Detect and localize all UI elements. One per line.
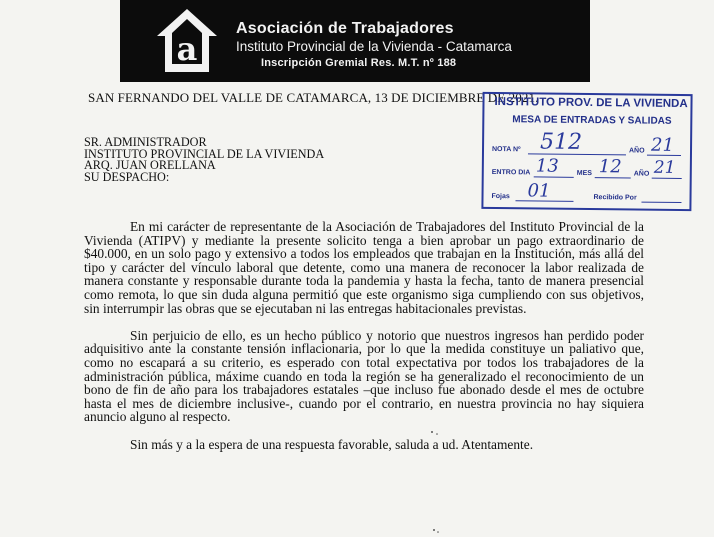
stamp-ano2-label: AÑO [633, 170, 650, 178]
stamp-subtitle: MESA DE ENTRADAS Y SALIDAS [512, 114, 672, 127]
stamp-nota-value: 512 [539, 129, 583, 155]
letter-body [84, 220, 644, 451]
house-logo-icon [154, 6, 220, 76]
letterhead [120, 0, 590, 82]
stamp-recibido-label: Recibido Por [593, 194, 637, 202]
addressee-line: SU DESPACHO: [84, 170, 170, 185]
dateline: SAN FERNANDO DEL VALLE DE CATAMARCA, 13 DE DICIEMBRE DE 2021. [88, 90, 539, 105]
org-subtitle: Instituto Provincial de la Vivienda - Catamarca [236, 39, 512, 54]
org-name: Asociación de Trabajadores [236, 20, 454, 37]
stamp-fojas-value: 01 [527, 180, 551, 202]
registration-text: Inscripción Gremial Res. M.T. nº 188 [261, 57, 457, 69]
paragraph: En mi carácter de representante de la Asociación de Trabajadores del Instituto Provincial de la Vivienda (ATIPV) y mediante la presente solicito tenga a bien aprobar un pago extraordinario de $40.000, en un solo pago y extensivo a todos los empleados que trabajan en la Institución, más allá del tipo y carácter del vínculo laboral que detente, como una manera de reconocer la labor realizada de manera constante y responsable durante toda la pandemia y hasta la fecha, tanto de manera presencial como remota, lo que sin duda alguna permitió que este organismo siga cumpliendo con sus objetivos, sin interrumpir las obras que se ejecutaban ni las entregas habitacionales previstas. [84, 219, 644, 316]
logo-letter: a [176, 30, 198, 68]
addressee-line: INSTITUTO PROVINCIAL DE LA VIVIENDA [84, 146, 325, 161]
stamp-ano-value: 21 [650, 134, 675, 156]
stamp-ano-label: AÑO [628, 147, 645, 155]
stamp-title: INSTITUTO PROV. DE LA VIVIENDA [494, 96, 688, 111]
addressee-line: ARQ. JUAN ORELLANA [84, 158, 216, 173]
paragraph: Sin más y a la espera de una respuesta favorable, saluda a ud. Atentamente. [130, 436, 534, 452]
stamp-mes-label: MES [576, 169, 592, 178]
addressee-block [84, 137, 324, 184]
speck [433, 529, 435, 531]
stamp-fojas-label: Fojas [491, 192, 510, 201]
stamp-nota-label: NOTA Nº [491, 145, 521, 154]
stamp-dia-value: 13 [535, 155, 559, 177]
paragraph: Sin perjuicio de ello, es un hecho público y notorio que nuestros ingresos han perdido poder adquisitivo ante la constante tensión inflacionaria, por lo que la medida constituye un paliativo que, como no escapará a su criterio, es esperado con total expectativa por todos los trabajadores de la administración pública, máxime cuando en toda la región se ha generalizado el reconocimiento de un bono de fin de año para los trabajadores estatales –que incluso fue abonado desde el mes de octubre hasta el mes de diciembre inclusive-, cuando por el contrario, en nuestra provincia no hay siquiera anuncio alguno al respecto. [84, 327, 644, 425]
stamp-entro-label: ENTRO DIA [491, 168, 531, 177]
stamp-mes-value: 12 [598, 156, 622, 178]
reception-stamp [481, 92, 694, 211]
addressee-line: SR. ADMINISTRADOR [84, 135, 207, 149]
speck [437, 531, 439, 533]
stamp-ano2-value: 21 [653, 157, 676, 178]
